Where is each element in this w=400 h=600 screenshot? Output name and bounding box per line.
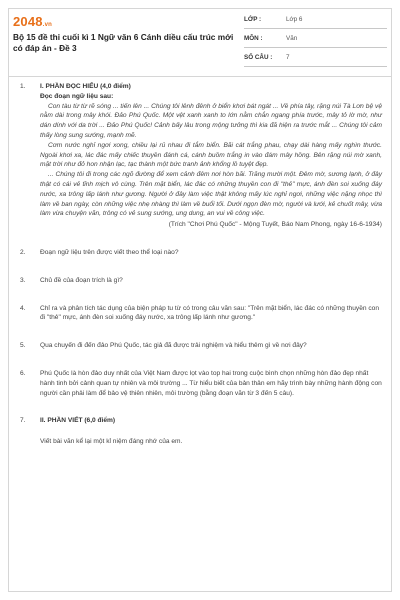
meta-row-count [244, 50, 387, 67]
passage-paragraph: Con tàu từ từ rẽ sóng ... tiến lên ... Chúng tôi lênh đênh ở biển khơi bát ngát ... Về phía tây, rặng núi Tà Lơn bệ vệ nằm dài trong mây khói. Đảo Phú Quốc. Một vệt xanh xanh to lớn nằm chắn ngang phía trước, mây tỏ lờ mờ, như dán dính với da trời ... Đảo Phú Quốc! Cảnh bấy lâu trong mộng tưởng thì kia đã hiện ra trước mắt ... Chúng tôi cảm thấy lòng sung sướng, mạnh mẽ. [40, 102, 382, 139]
meta-label: SỐ CÂU : [244, 54, 273, 61]
meta-row-subject [244, 31, 387, 48]
question-number: 2. [20, 248, 26, 256]
question-number: 5. [20, 342, 26, 350]
reading-instruction: Đọc đoạn ngữ liệu sau: [40, 92, 114, 100]
question-number: 1. [20, 83, 26, 90]
meta-panel [244, 12, 387, 69]
question-text: Chỉ ra và phân tích tác dụng của biện pháp tu từ có trong câu văn sau: "Trên mặt biển, lác đác có những thuyền con đi "thẻ" mực, ánh đèn soi xuống đáy nước, xa trông lấp lánh như gương." [40, 304, 379, 322]
exam-content [20, 82, 382, 447]
logo-main: 2048 [13, 14, 43, 29]
question-number: 3. [20, 276, 26, 284]
question-3 [20, 276, 382, 286]
question-text: Phú Quốc là hòn đảo duy nhất của Việt Nam được lọt vào top hai trong cuộc bình chọn những hòn đảo đẹp nhất hành tinh bởi cảnh quan tự nhiên và môi trường ... Từ hiểu biết của bản thân em hãy trình bày những hành động con người cần phải làm để bảo vệ thiên nhiên, môi trường (bằng đoạn văn từ 3 đến 5 câu). [40, 369, 382, 397]
logo-sub: .vn [42, 22, 53, 28]
meta-label: MÔN : [244, 35, 263, 42]
question-1 [20, 82, 382, 230]
passage-source: (Trích "Chơi Phú Quốc" - Mộng Tuyết, Báo Nam Phong, ngày 16-6-1934) [168, 221, 382, 229]
question-text: Đoạn ngữ liệu trên được viết theo thể loại nào? [40, 248, 179, 256]
header-divider [8, 76, 392, 77]
meta-value: 7 [286, 54, 290, 61]
question-number: 6. [20, 369, 26, 377]
question-text: Viết bài văn kể lại một kỉ niệm đáng nhớ của em. [40, 438, 183, 446]
question-6 [20, 369, 382, 398]
meta-value: Văn [286, 35, 298, 42]
question-2 [20, 248, 382, 258]
passage-paragraph: ... Chúng tôi đi trong các ngõ đường để xem cảnh đêm nơi hòn bãi. Trăng mười một. Đêm mờ, sương lạnh, ở đây thật có cái vẻ tĩnh mịch vô cùng. Trên mặt biển, lác đác có những thuyền con đi "thẻ" mực, ánh đèn soi xuống đáy nước, xa trông lấp lánh như gương. Người ở đây làm việc thật không mấy lúc nghỉ ngơi, những việc nặng nhọc thì làm về ban ngày, còn những việc nhẹ nhàng thì làm về buổi tối. Dưới ngọn đèn mờ, người và lưới, kẻ chuốt mây, vừa làm vừa chuyện vãn, trông có vẻ sung sướng, ung dung, an vui về công việc. [40, 171, 382, 218]
meta-label: LỚP : [244, 16, 262, 23]
document-header [13, 12, 387, 70]
passage-paragraph: Cơm nước nghỉ ngơi xong, chiều lại rủ nhau đi tắm biển. Bãi cát trắng phau, chạy dài hàng mấy nghìn thước. Ngoài khơi xa, lác đác mấy chiếc thuyền đánh cá, cánh buồm trắng in vào đám mây hồng. Bên rặng núi mờ xanh, mặt trời như đỏ hon nhận lạc, tạc thành một bức tranh ảnh khổng lồ tuyệt đẹp. [40, 141, 382, 169]
meta-value: Lớp 6 [286, 16, 303, 23]
question-4 [20, 304, 382, 324]
question-5 [20, 341, 382, 351]
site-logo[interactable] [13, 14, 52, 29]
question-text: Qua chuyến đi đến đảo Phú Quốc, tác giả đã được trải nghiệm và hiểu thêm gì về nơi đây? [40, 342, 307, 350]
section-heading: II. PHẦN VIẾT (6,0 điểm) [40, 417, 116, 425]
page-title: Bộ 15 đề thi cuối kì 1 Ngữ văn 6 Cánh diều cấu trúc mới có đáp án - Đề 3 [13, 32, 234, 53]
question-text: Chủ đề của đoạn trích là gì? [40, 276, 123, 284]
question-number: 7. [20, 417, 26, 425]
question-number: 4. [20, 304, 26, 312]
section-heading: I. PHẦN ĐỌC HIỂU (4,0 điểm) [40, 83, 131, 90]
meta-row-class [244, 12, 387, 29]
question-7 [20, 416, 382, 447]
